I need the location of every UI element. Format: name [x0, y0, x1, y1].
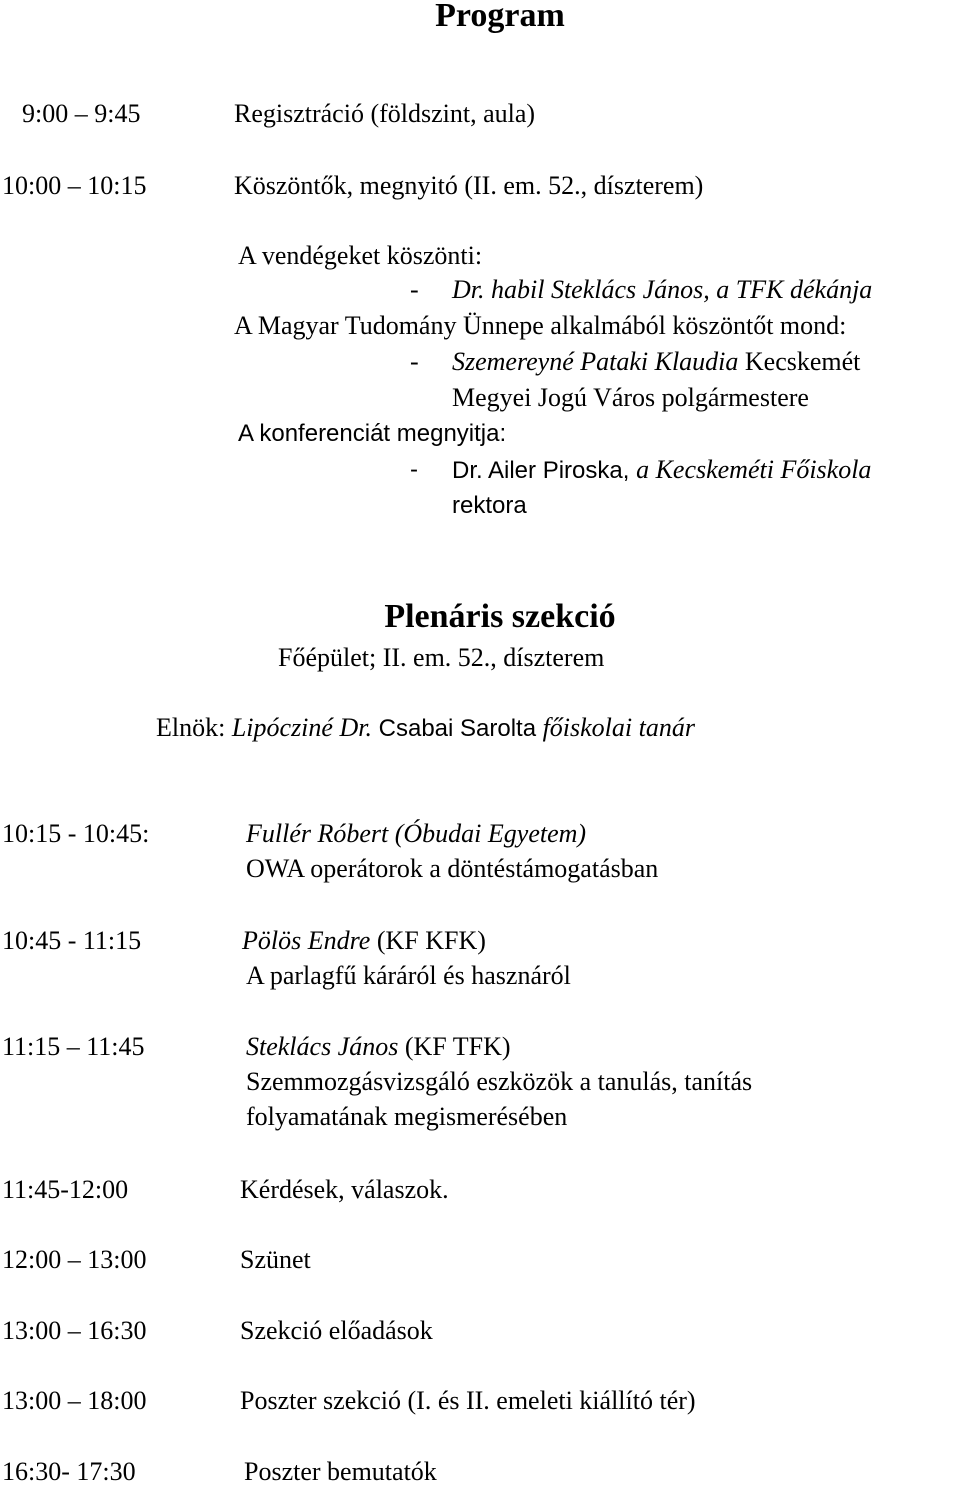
talk-time: 10:15 - 10:45:: [2, 819, 150, 848]
schedule-time: 11:45-12:00: [2, 1175, 129, 1204]
dash: -: [410, 456, 418, 483]
page-title: Program: [435, 0, 565, 34]
schedule-item: Köszöntők, megnyitó (II. em. 52., díszterem): [234, 171, 704, 200]
schedule-item: Kérdések, válaszok.: [240, 1175, 449, 1204]
talk-speaker-name: Steklács János: [246, 1032, 399, 1061]
plenary-chair: [156, 712, 695, 744]
schedule-time: 10:00 – 10:15: [2, 171, 147, 200]
chair-name-italic: Lipócziné Dr.: [231, 713, 372, 742]
talk-title: Szemmozgásvizsgáló eszközök a tanulás, tanítás: [246, 1067, 753, 1096]
schedule-time: 13:00 – 18:00: [2, 1386, 147, 1415]
greeting-intro: A vendégeket köszönti:: [238, 241, 483, 270]
schedule-time: 9:00 – 9:45: [22, 99, 141, 128]
schedule-time: 16:30- 17:30: [2, 1457, 136, 1486]
speaker-rector-name: Dr. Ailer Piroska,: [452, 457, 637, 484]
speaker-mayor-city: Kecskemét: [738, 347, 861, 376]
plenary-heading: Plenáris szekció: [384, 598, 616, 635]
talk-speaker: [246, 818, 586, 849]
speaker-rector-inst: a Kecskeméti Főiskola: [636, 455, 872, 484]
speaker-mayor: [452, 346, 860, 377]
dash: -: [410, 347, 419, 376]
talk-speaker: [246, 1031, 511, 1062]
talk-title: OWA operátorok a döntéstámogatásban: [246, 854, 659, 883]
greeting-intro: A konferenciát megnyitja:: [238, 420, 507, 447]
talk-speaker-name: Fullér Róbert (Óbudai Egyetem): [246, 819, 587, 848]
chair-label: Elnök:: [156, 713, 232, 742]
talk-time: 10:45 - 11:15: [2, 926, 142, 955]
talk-title-cont: folyamatának megismerésében: [246, 1102, 568, 1131]
talk-speaker: [242, 925, 486, 956]
speaker-rector-title: rektora: [452, 492, 527, 519]
schedule-item: Regisztráció (földszint, aula): [234, 99, 536, 128]
chair-name: Csabai Sarolta: [371, 715, 537, 742]
schedule-item: Poszter bemutatók: [244, 1457, 437, 1486]
speaker-mayor-name: Szemereyné Pataki Klaudia: [452, 347, 739, 376]
schedule-item: Szekció előadások: [240, 1316, 433, 1345]
speaker-mayor-title: Megyei Jogú Város polgármestere: [452, 383, 809, 412]
talk-title: A parlagfű káráról és hasznáról: [246, 961, 571, 990]
talk-speaker-affil: (KF KFK): [370, 926, 486, 955]
talk-speaker-name: Pölös Endre: [242, 926, 371, 955]
greeting-intro: A Magyar Tudomány Ünnepe alkalmából köszöntőt mond:: [234, 311, 847, 340]
talk-speaker-affil: (KF TFK): [398, 1032, 511, 1061]
dash: -: [410, 275, 419, 304]
schedule-item: Szünet: [240, 1245, 311, 1274]
talk-time: 11:15 – 11:45: [2, 1032, 145, 1061]
schedule-time: 13:00 – 16:30: [2, 1316, 147, 1345]
chair-title: főiskolai tanár: [536, 713, 695, 742]
plenary-location: Főépület; II. em. 52., díszterem: [278, 643, 605, 672]
speaker-dean: Dr. habil Steklács János, a TFK dékánja: [452, 275, 873, 304]
schedule-time: 12:00 – 13:00: [2, 1245, 147, 1274]
speaker-rector: [452, 454, 871, 486]
schedule-item: Poszter szekció (I. és II. emeleti kiállító tér): [240, 1386, 696, 1415]
